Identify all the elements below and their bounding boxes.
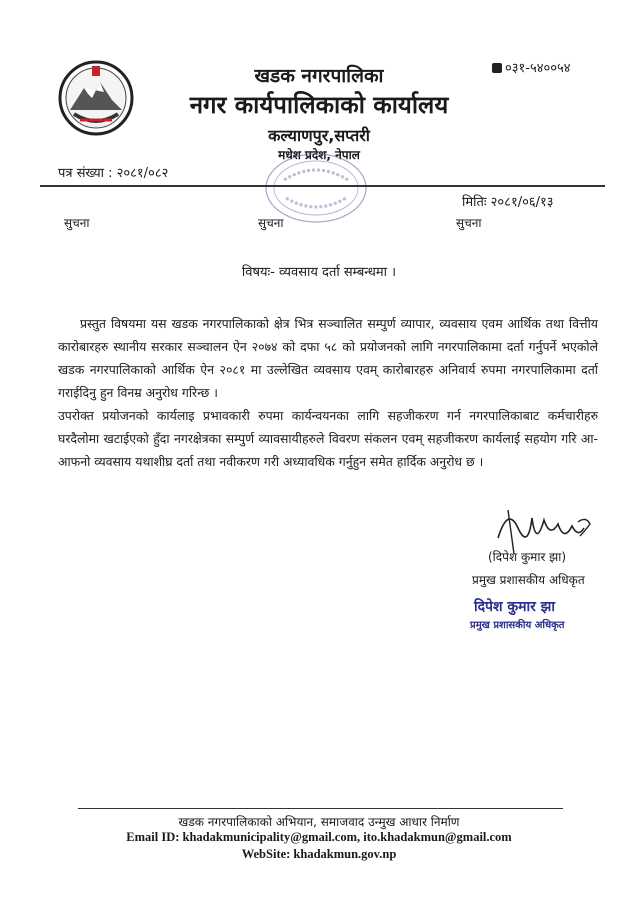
title-stamp: प्रमुख प्रशासकीय अधिकृत xyxy=(470,620,565,631)
header-divider xyxy=(40,185,605,187)
org-name: खडक नगरपालिका xyxy=(254,65,384,87)
letter-subject: विषयः- व्यवसाय दर्ता सम्बन्धमा । xyxy=(241,265,397,280)
notice-label: सुचना xyxy=(456,216,482,230)
footer-slogan: खडक नगरपालिकाको अभियान, समाजवाद उन्मुख आधार निर्माण xyxy=(178,815,460,829)
province-label: मधेश प्रदेश, नेपाल xyxy=(278,148,360,162)
office-name: नगर कार्यपालिकाको कार्यालय xyxy=(189,91,449,119)
notice-label: सुचना xyxy=(64,216,90,230)
reference-number: पत्र संख्या : २०८१/०८२ xyxy=(58,166,169,181)
phone-number xyxy=(492,58,571,76)
notice-label: सुचना xyxy=(258,216,284,230)
footer-email: Email ID: khadakmunicipality@gmail.com, ito.khadakmun@gmail.com xyxy=(126,830,512,844)
body-paragraph: उपरोक्त प्रयोजनको कार्यलाइ प्रभावकारी रुपमा कार्यन्वयनका लागि सहजीकरण गर्न नगरपालिकाबाट कर्मचारीहरु घरदैलोमा खटाईएको हुँदा नगरक्षेत्रका सम्पुर्ण व्यावसायीहरुले विवरण संकलन एवम् सहजीकरण कार्यलाई सहयोग गरि आ-आफनो व्यवसाय यथाशीघ्र दर्ता तथा नवीकरण गरी अध्यावधिक गर्नुहुन समेत हार्दिक अनुरोध छ । xyxy=(58,408,598,469)
signatory-name: (दिपेश कुमार झा) xyxy=(488,550,567,564)
signatory-title: प्रमुख प्रशासकीय अधिकृत xyxy=(472,573,585,587)
footer-divider xyxy=(78,808,563,809)
footer-website: WebSite: khadakmun.gov.np xyxy=(241,847,397,861)
phone-icon xyxy=(492,63,502,73)
office-location: कल्याणपुर,सप्तरी xyxy=(268,126,370,145)
letter-date: मितिः २०८१/०६/१३ xyxy=(462,195,554,210)
name-stamp: दिपेश कुमार झा xyxy=(474,599,555,615)
body-paragraph: प्रस्तुत विषयमा यस खडक नगरपालिकाको क्षेत्र भित्र सञ्चालित सम्पुर्ण व्यापार, व्यवसाय एवम आर्थिक तथा वित्तीय कारोबारहरु स्थानीय सरकार सञ्चालन ऐन २०७४ को दफा ५८ को प्रयोजनको लागि नगरपालिकामा दर्ता गर्नुपर्ने भएकोले खडक नगरपालिकाको आर्थिक ऐन २०८१ मा उल्लेखित व्यवसाय एवम् कारोबारहरु अनिवार्य रुपमा नगरपालिकामा दर्ता गराईदिनु हुन विनम्र अनुरोध गरिन्छ । xyxy=(58,316,598,400)
phone-value: ०३१-५४००५४ xyxy=(505,61,571,76)
